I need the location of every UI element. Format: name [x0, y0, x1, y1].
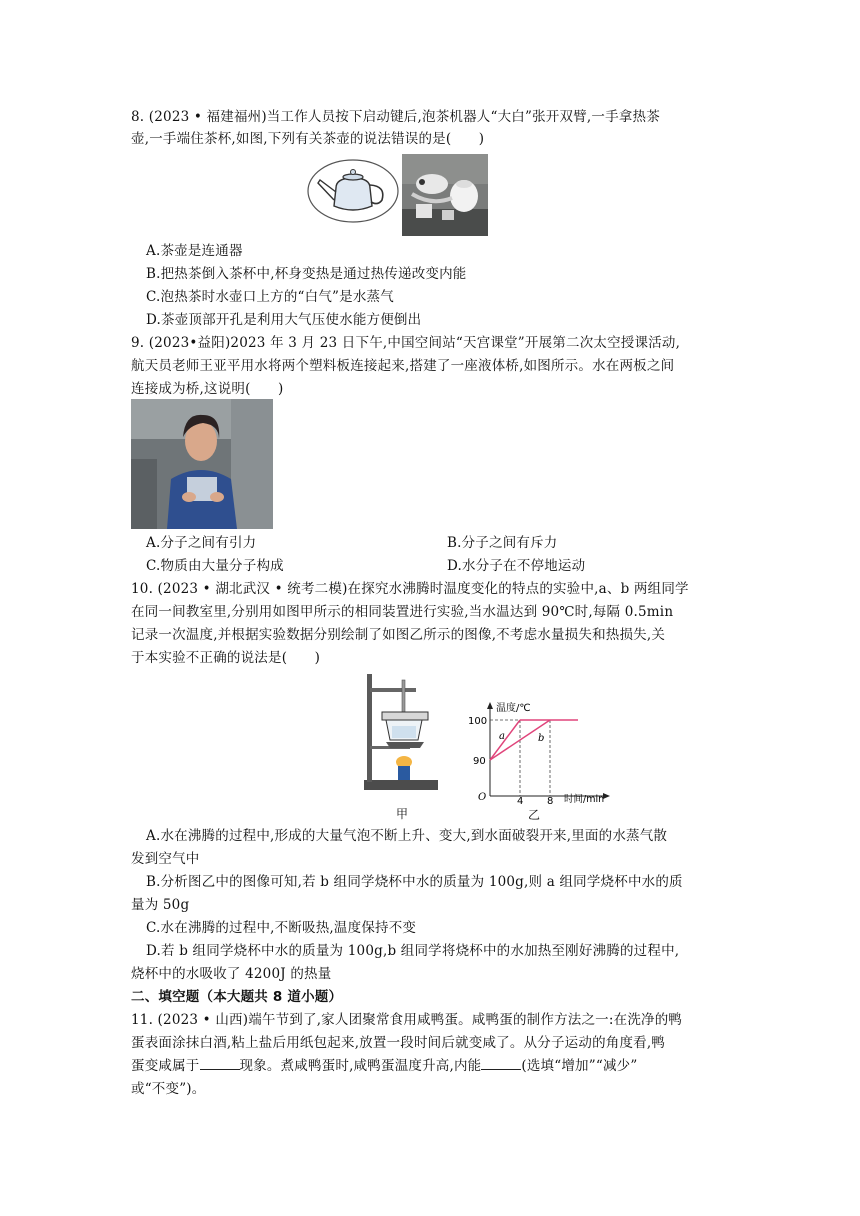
q9-option-d: D.水分子在不停地运动: [447, 558, 586, 574]
figure-jia-caption: 甲: [396, 807, 409, 821]
q9-stem-line3: 连接成为桥,这说明( ): [131, 381, 284, 397]
q10-option-d-line1: D.若 b 组同学烧杯中水的质量为 100g,b 组同学将烧杯中的水加热至刚好沸腾的过程中,: [146, 943, 680, 959]
x-tick-4: 4: [517, 796, 524, 804]
q10-option-c: C.水在沸腾的过程中,不断吸热,温度保持不变: [146, 920, 417, 936]
q10-stem-line2: 在同一间教室里,分别用如图甲所示的相同装置进行实验,当水温达到 90℃时,每隔 0.5min: [131, 604, 674, 620]
section-fill-in-title: 二、填空题（本大题共 8 道小题）: [131, 989, 343, 1005]
series-a-line: [490, 720, 520, 760]
q9-option-a: A.分子之间有引力: [146, 535, 257, 551]
q11-text-after-blank2: (选填“增加”“减少”: [521, 1058, 638, 1074]
x-tick-8: 8: [547, 796, 554, 804]
q9-stem-line2: 航天员老师王亚平用水将两个塑料板连接起来,搭建了一座液体桥,如图所示。水在两板之间: [131, 358, 675, 374]
series-b-label: b: [538, 733, 545, 744]
teapot-illustration: [306, 158, 400, 224]
q11-text-before-blank1: 蛋变咸属于: [131, 1058, 200, 1074]
q8-stem-line1: 8. (2023 • 福建福州)当工作人员按下启动键后,泡茶机器人“大白”张开双臂,一手拿热茶: [131, 109, 660, 125]
q11-stem-line4: 或“不变”)。: [131, 1081, 206, 1097]
y-axis-label: 温度/℃: [496, 703, 531, 714]
q10-option-d-line2: 烧杯中的水吸收了 4200J 的热量: [131, 966, 332, 982]
q8-stem-line2: 壶,一手端住茶杯,如图,下列有关茶壶的说法错误的是( ): [131, 131, 485, 147]
q10-option-a-line1: A.水在沸腾的过程中,形成的大量气泡不断上升、变大,到水面破裂开来,里面的水蒸气散: [146, 828, 668, 844]
series-a-label: a: [499, 731, 505, 742]
q9-option-b: B.分子之间有斥力: [447, 535, 558, 551]
q10-stem-line3: 记录一次温度,并根据实验数据分别绘制了如图乙所示的图像,不考虑水量损失和热损失,关: [131, 627, 666, 643]
temperature-graph: [466, 700, 616, 804]
q8-option-a: A.茶壶是连通器: [146, 243, 243, 259]
q11-stem-line3: [131, 1056, 637, 1076]
y-tick-90: 90: [473, 756, 486, 767]
q11-blank-1[interactable]: [200, 1057, 240, 1070]
q10-option-b-line2: 量为 50g: [131, 897, 190, 913]
figure-yi-caption: 乙: [528, 808, 541, 822]
q11-stem-line1: 11. (2023 • 山西)端午节到了,家人团聚常食用咸鸭蛋。咸鸭蛋的制作方法之一:在洗净的鸭: [131, 1012, 683, 1028]
y-tick-100: 100: [468, 716, 488, 727]
q8-option-c: C.泡热茶时水壶口上方的“白气”是水蒸气: [146, 289, 394, 305]
origin-label: O: [478, 792, 487, 803]
q11-stem-line2: 蛋表面涂抹白酒,粘上盐后用纸包起来,放置一段时间后就变咸了。从分子运动的角度看,鸭: [131, 1035, 666, 1051]
astronaut-photo: [131, 399, 273, 529]
q8-option-d: D.茶壶顶部开孔是利用大气压使水能方便倒出: [146, 312, 422, 328]
q9-stem-line1: 9. (2023•益阳)2023 年 3 月 23 日下午,中国空间站“天宫课堂”开展第二次太空授课活动,: [131, 335, 681, 351]
q9-option-c: C.物质由大量分子构成: [146, 558, 284, 574]
q10-option-a-line2: 发到空气中: [131, 851, 200, 867]
x-axis-label: 时间/min: [564, 794, 605, 804]
q8-option-b: B.把热茶倒入茶杯中,杯身变热是通过热传递改变内能: [146, 266, 467, 282]
q10-option-b-line1: B.分析图乙中的图像可知,若 b 组同学烧杯中水的质量为 100g,则 a 组同学烧杯中水的质: [146, 874, 683, 890]
q10-stem-line1: 10. (2023 • 湖北武汉 • 统考二模)在探究水沸腾时温度变化的特点的实验中,a、b 两组同学: [131, 581, 689, 597]
q11-text-between-blanks: 现象。煮咸鸭蛋时,咸鸭蛋温度升高,内能: [239, 1058, 482, 1074]
boiling-apparatus-figure: [358, 670, 444, 804]
q10-stem-line4: 于本实验不正确的说法是( ): [131, 650, 321, 666]
q11-blank-2[interactable]: [481, 1057, 521, 1070]
robot-photo: [402, 154, 488, 236]
